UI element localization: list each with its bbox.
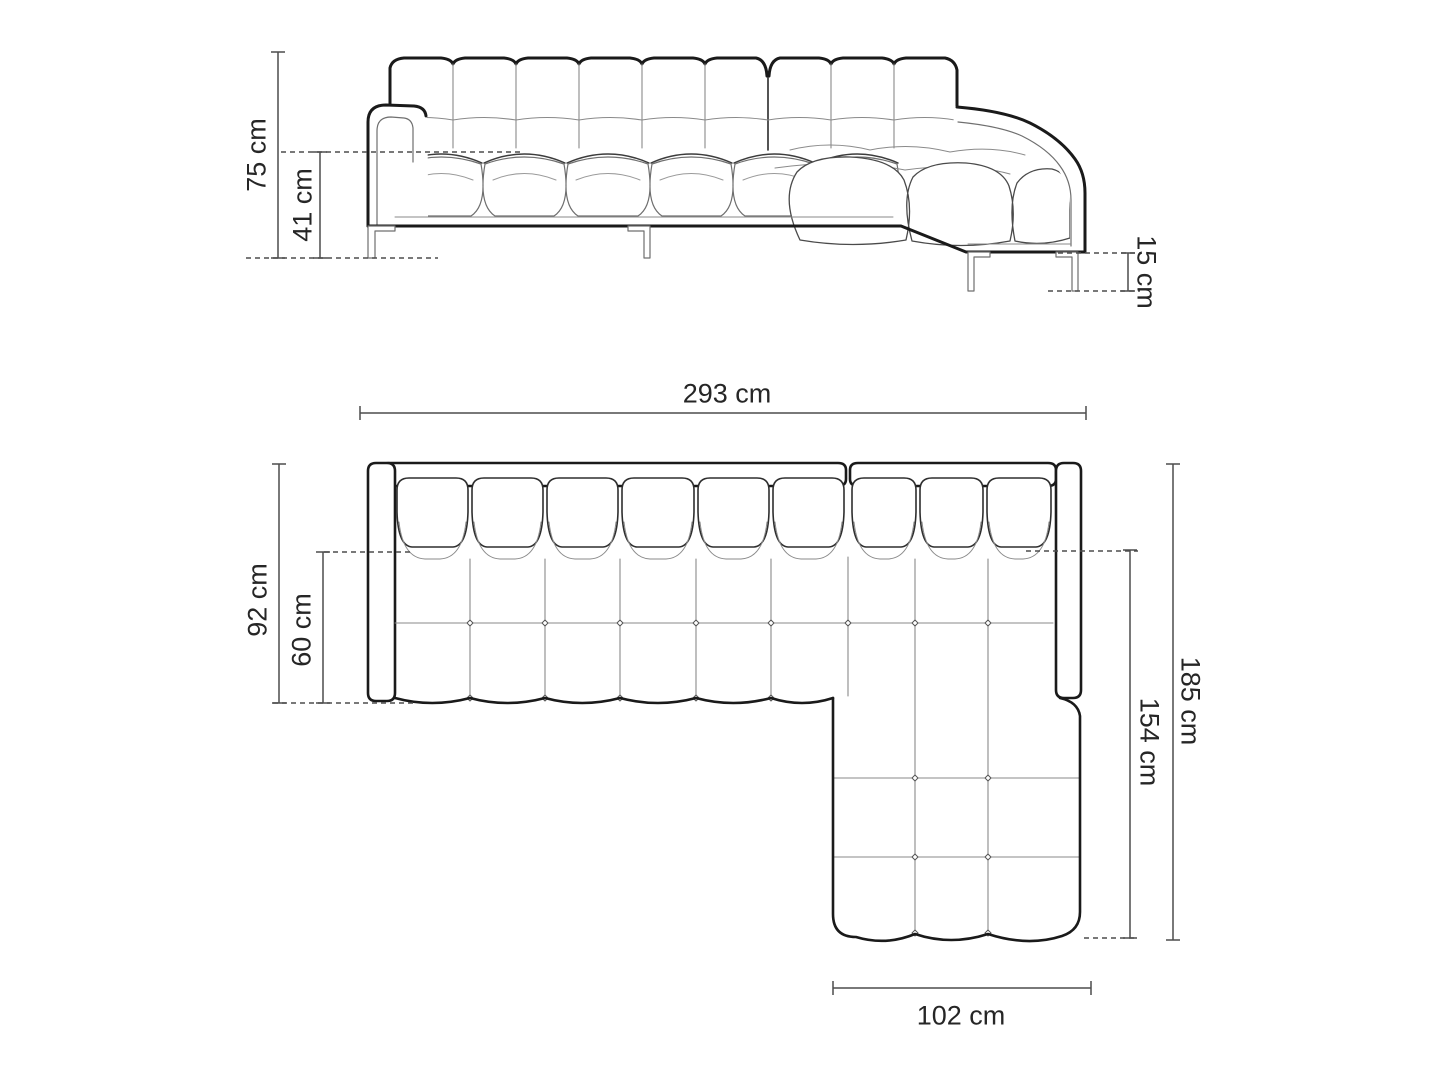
- dim-label-chaise-width: 102 cm: [916, 1000, 1006, 1031]
- plan-front-edge: [395, 698, 833, 703]
- dim-label-leg-height: 15 cm: [1131, 235, 1162, 309]
- dim-label-height: 75 cm: [241, 118, 272, 192]
- dim-label-depth: 92 cm: [242, 563, 273, 637]
- front-view-drawing: [368, 58, 1085, 291]
- dim-height-line: [271, 52, 285, 258]
- dim-label-seat-depth: 60 cm: [286, 593, 317, 667]
- plan-seat-grid: [395, 557, 1079, 930]
- plan-chaise-outline: [833, 698, 1080, 941]
- front-backrest-tuft-line: [394, 118, 955, 121]
- plan-tuft-buttons: [467, 620, 991, 936]
- dim-chaise-width-line: [833, 981, 1091, 995]
- top-view-drawing: [368, 463, 1081, 941]
- dim-seat-depth-line: [316, 552, 330, 703]
- dim-label-length-total: 185 cm: [1175, 656, 1206, 746]
- dim-label-seat-height: 41 cm: [287, 168, 318, 242]
- dim-label-chaise-length: 154 cm: [1134, 697, 1165, 787]
- dim-label-width: 293 cm: [682, 378, 772, 409]
- front-backrest-outline: [390, 58, 957, 112]
- front-backrest-seams: [453, 64, 894, 148]
- front-chaise-cushions: [789, 157, 1070, 246]
- dim-depth-line: [272, 464, 286, 703]
- plan-back-cushions: [397, 478, 1051, 547]
